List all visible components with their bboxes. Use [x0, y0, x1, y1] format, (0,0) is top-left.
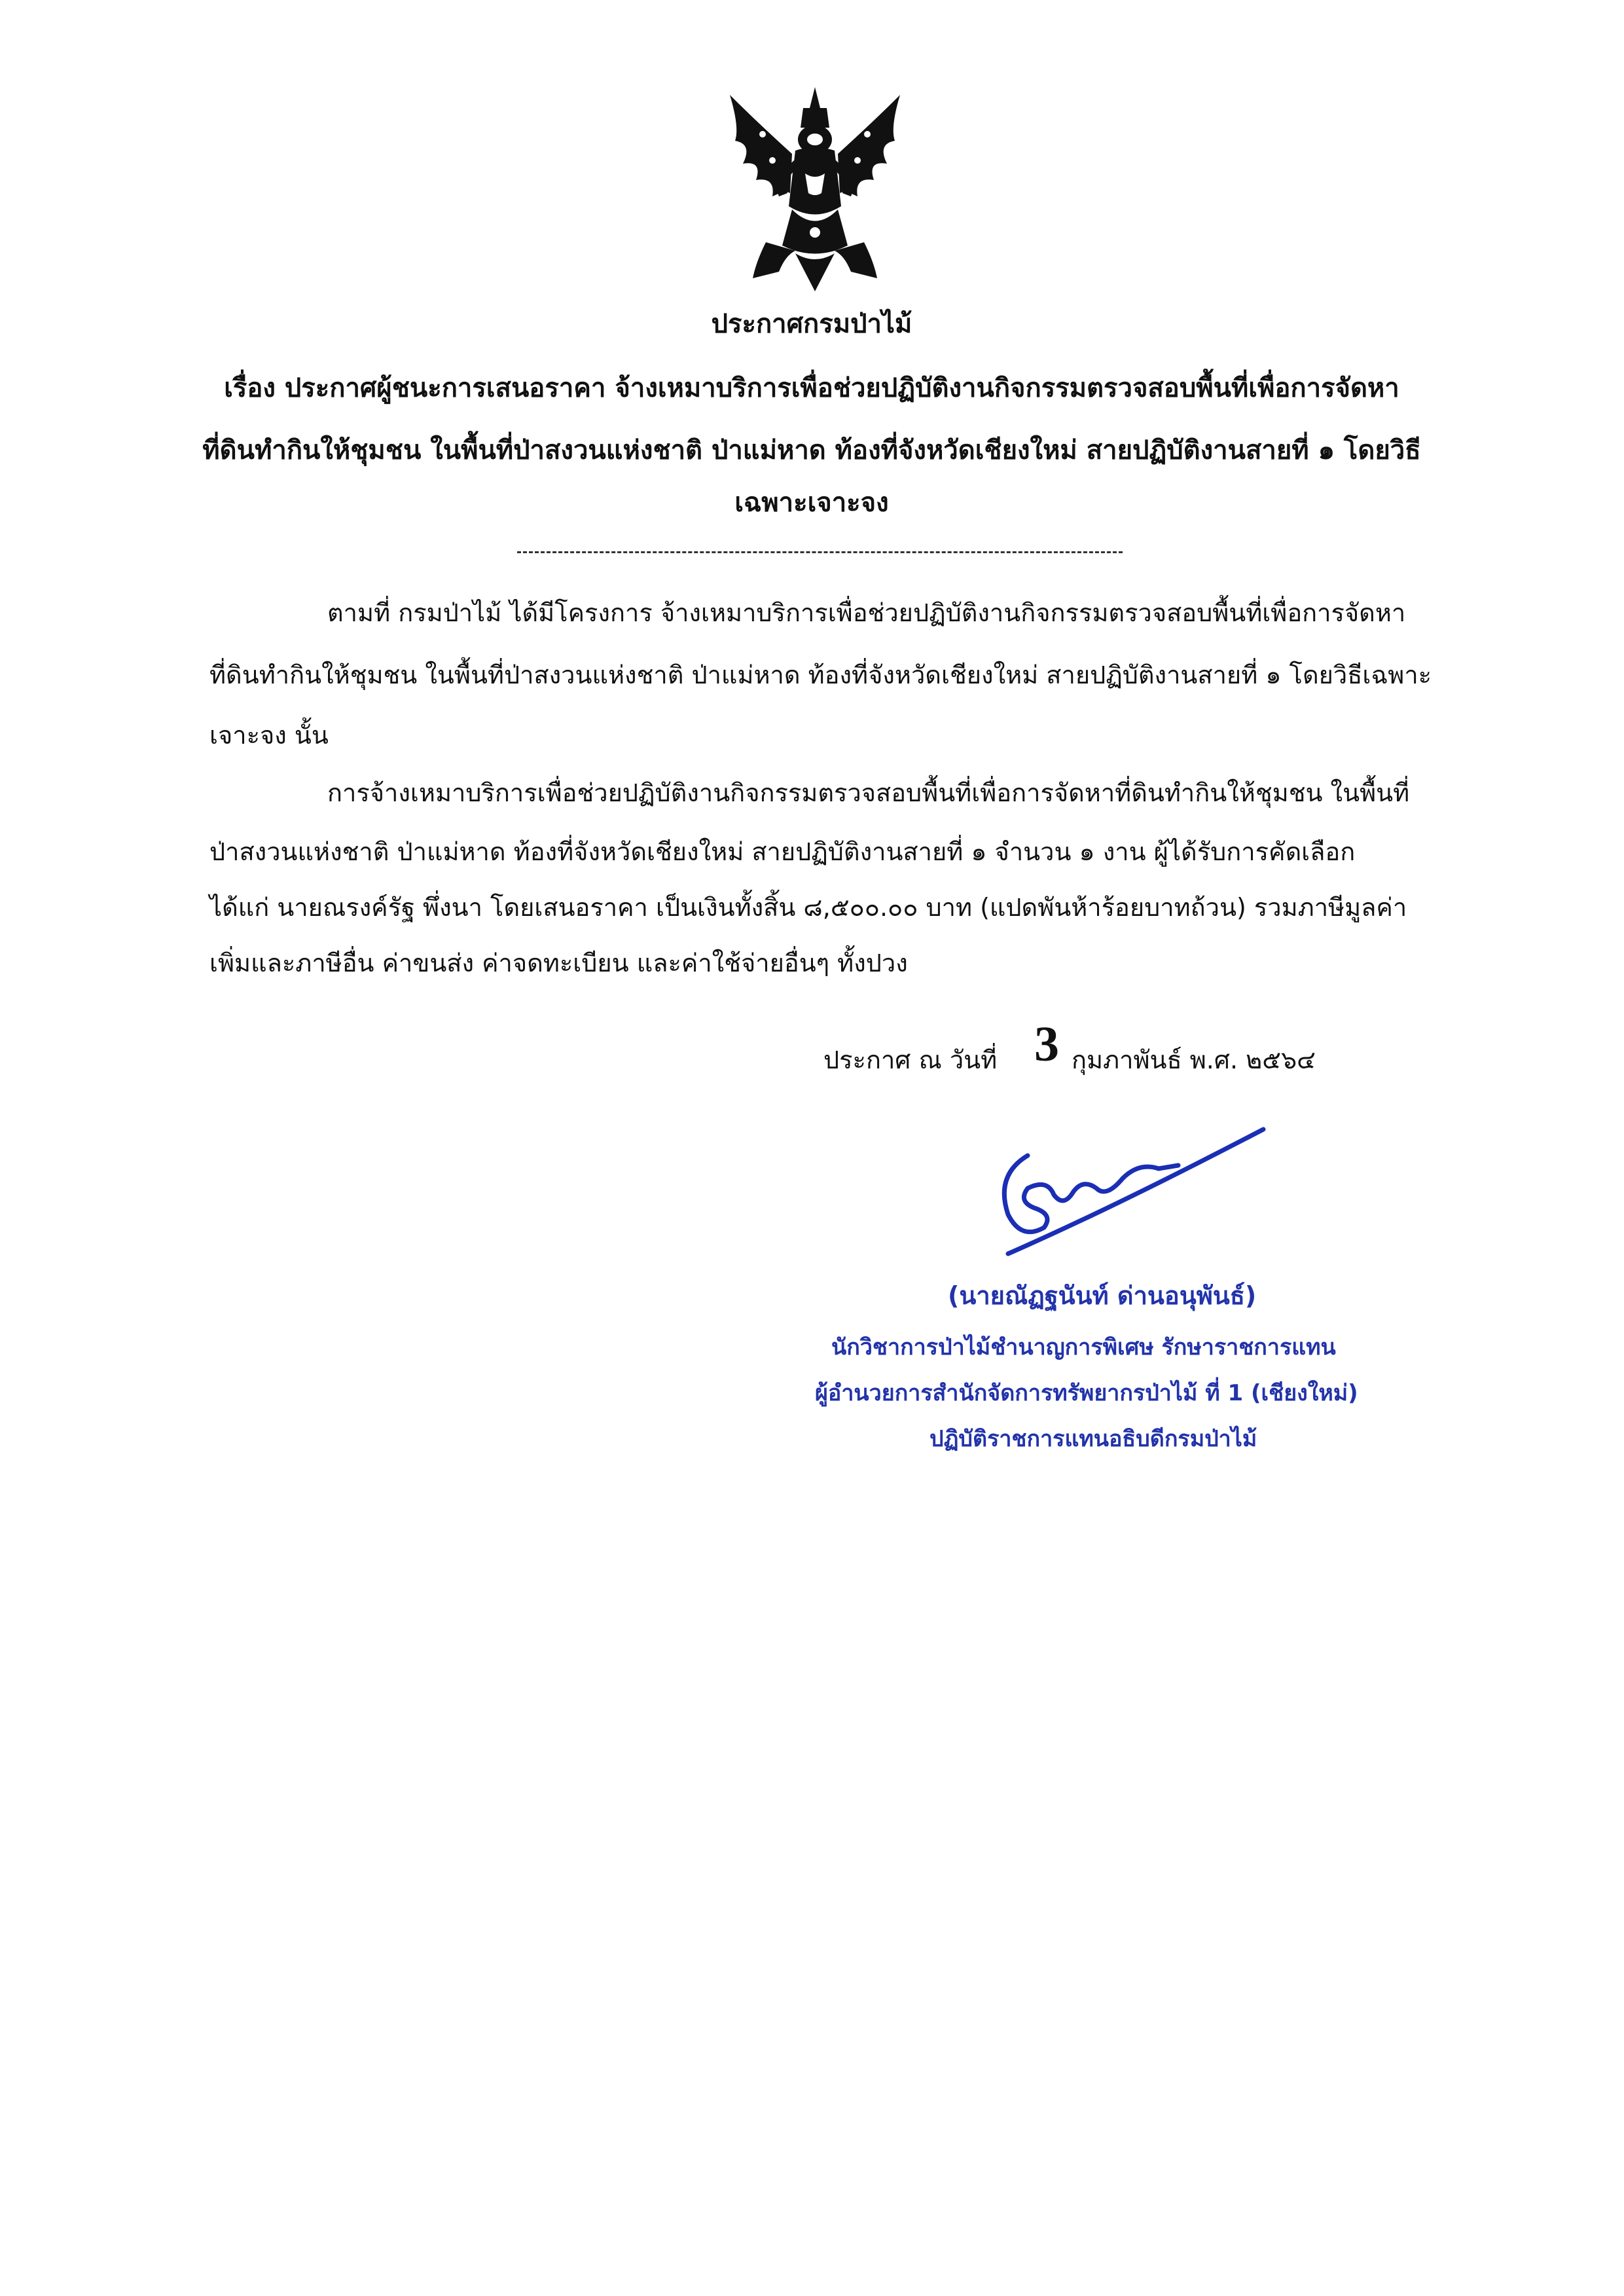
paragraph-1-line-1: ตามที่ กรมป่าไม้ ได้มีโครงการ จ้างเหมาบริการเพื่อช่วยปฏิบัติงานกิจกรรมตรวจสอบพื้นที่เพื่อการจัดหา [327, 598, 1406, 627]
handwritten-signature-icon [982, 1116, 1270, 1260]
subject-line-3: เฉพาะเจาะจง [734, 488, 889, 518]
paragraph-1-line-2: ที่ดินทำกินให้ชุมชน ในพื้นที่ป่าสงวนแห่งชาติ ป่าแม่หาด ท้องที่จังหวัดเชียงใหม่ สายปฏิบัติงานสายที่ ๑ โดยวิธีเฉพาะ [209, 661, 1432, 689]
date-label: ประกาศ ณ วันที่ [823, 1046, 998, 1074]
signer-name: (นายณัฏฐนันท์ ด่านอนุพันธ์) [948, 1281, 1257, 1310]
garuda-emblem-icon [717, 82, 913, 301]
date-month-year: กุมภาพันธ์ พ.ศ. ๒๕๖๔ [1072, 1046, 1316, 1074]
signer-position-1: นักวิชาการป่าไม้ชำนาญการพิเศษ รักษาราชการแทน [831, 1334, 1336, 1360]
paragraph-2-line-1: การจ้างเหมาบริการเพื่อช่วยปฏิบัติงานกิจกรรมตรวจสอบพื้นที่เพื่อการจัดหาที่ดินทำกินให้ชุมชน ในพื้นที่ [327, 778, 1410, 807]
subject-line-1: เรื่อง ประกาศผู้ชนะการเสนอราคา จ้างเหมาบริการเพื่อช่วยปฏิบัติงานกิจกรรมตรวจสอบพื้นที่เพื่อการจัดหา [224, 373, 1399, 403]
divider [517, 551, 1123, 553]
signer-position-3: ปฏิบัติราชการแทนอธิบดีกรมป่าไม้ [929, 1426, 1257, 1452]
date-day-handwritten: 3 [1034, 1017, 1059, 1072]
signer-position-2: ผู้อำนวยการสำนักจัดการทรัพยากรป่าไม้ ที่ 1 (เชียงใหม่) [815, 1380, 1358, 1406]
paragraph-1-line-3: เจาะจง นั้น [209, 721, 329, 750]
paragraph-2-line-4: เพิ่มและภาษีอื่น ค่าขนส่ง ค่าจดทะเบียน และค่าใช้จ่ายอื่นๆ ทั้งปวง [209, 949, 908, 977]
subject-line-2: ที่ดินทำกินให้ชุมชน ในพื้นที่ป่าสงวนแห่งชาติ ป่าแม่หาด ท้องที่จังหวัดเชียงใหม่ สายปฏิบัติงานสายที่ ๑ โดยวิธี [202, 435, 1421, 465]
paragraph-2-line-2: ป่าสงวนแห่งชาติ ป่าแม่หาด ท้องที่จังหวัดเชียงใหม่ สายปฏิบัติงานสายที่ ๑ จำนวน ๑ งาน ผู้ได้รับการคัดเลือก [209, 837, 1356, 866]
announcement-title: ประกาศกรมป่าไม้ [711, 309, 912, 339]
paragraph-2-line-3: ได้แก่ นายณรงค์รัฐ พึ่งนา โดยเสนอราคา เป็นเงินทั้งสิ้น ๘,๕๐๐.๐๐ บาท (แปดพันห้าร้อยบาทถ้วน) รวมภาษีมูลค่า [209, 893, 1407, 922]
